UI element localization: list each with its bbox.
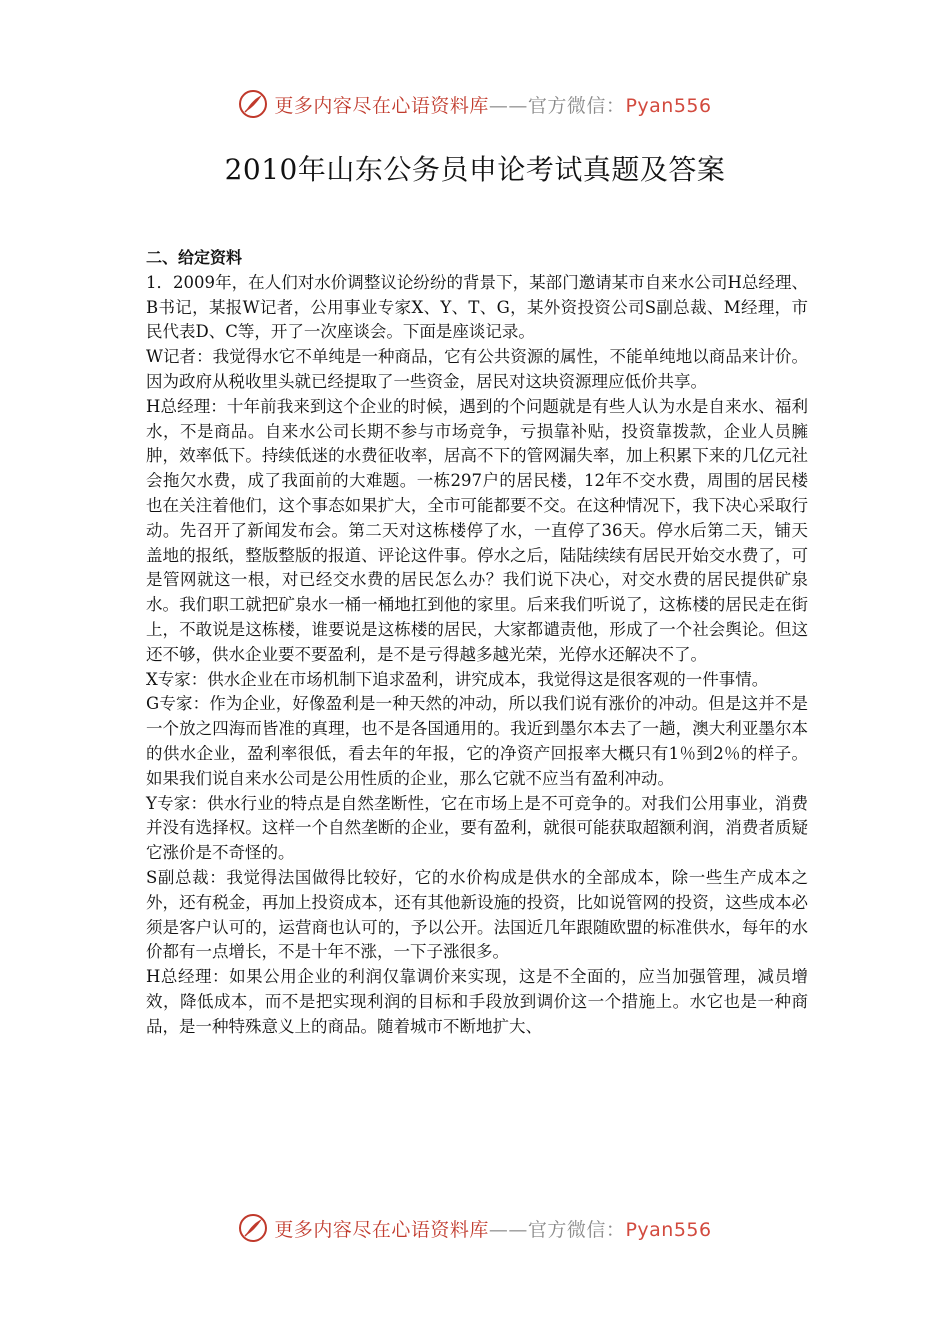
- paragraph-intro: 1．2009年，在人们对水价调整议论纷纷的背景下，某部门邀请某市自来水公司H总经理、B书记，某报W记者，公用事业专家X、Y、T、G，某外资投资公司S副总裁、M经理，市民代表D、C等，开了一次座谈会。下面是座谈记录。: [146, 272, 808, 342]
- watermark-banner-top: [0, 84, 950, 124]
- paragraph-w-reporter: W记者：我觉得水它不单纯是一种商品，它有公共资源的属性，不能单纯地以商品来计价。因为政府从税收里头就已经提取了一些资金，居民对这块资源理应低价共享。: [146, 347, 808, 391]
- document-title: 2010年山东公务员申论考试真题及答案: [224, 153, 726, 186]
- watermark-text: 更多内容尽在心语资料库——官方微信：Pyan556: [274, 94, 712, 117]
- section-heading: 二、给定资料: [146, 248, 243, 267]
- watermark-banner-bottom: [0, 1208, 950, 1248]
- quill-logo-icon: [238, 89, 268, 119]
- paragraph-h-manager-2: H总经理：如果公用企业的利润仅靠调价来实现，这是不全面的，应当加强管理，减员增效，降低成本，而不是把实现利润的目标和手段放到调价这一个措施上。水它也是一种商品，是一种特殊意义上的商品。随着城市不断地扩大、: [146, 967, 808, 1036]
- quill-logo-icon: [238, 1213, 268, 1243]
- paragraph-x-expert: X专家：供水企业在市场机制下追求盈利，讲究成本，我觉得这是很客观的一件事情。: [146, 669, 769, 689]
- watermark-text: 更多内容尽在心语资料库——官方微信：Pyan556: [274, 1218, 712, 1241]
- document-body: [146, 246, 808, 1040]
- paragraph-h-manager: H总经理：十年前我来到这个企业的时候，遇到的个问题就是有些人认为水是自来水、福利水，不是商品。自来水公司长期不参与市场竞争，亏损靠补贴，投资靠拨款，企业人员臃肿，效率低下。持续低迷的水费征收率，居高不下的管网漏失率，加上积累下来的几亿元社会拖欠水费，成了我面前的大难题。一栋297户的居民楼，12年不交水费，周围的居民楼也在关注着他们，这个事态如果扩大，全市可能都要不交。在这种情况下，我下决心采取行动。先召开了新闻发布会。第二天对这栋楼停了水，一直停了36天。停水后第二天，铺天盖地的报纸，整版整版的报道、评论这件事。停水之后，陆陆续续有居民开始交水费了，可是管网就这一根，对已经交水费的居民怎么办？我们说下决心，对交水费的居民提供矿泉水。我们职工就把矿泉水一桶一桶地扛到他的家里。后来我们听说了，这栋楼的居民走在街上，不敢说是这栋楼，谁要说是这栋楼的居民，大家都谴责他，形成了一个社会舆论。但这还不够，供水企业要不要盈利，是不是亏得越多越光荣，光停水还解决不了。: [146, 396, 808, 664]
- paragraph-g-expert: G专家：作为企业，好像盈利是一种天然的冲动，所以我们说有涨价的冲动。但是这并不是一个放之四海而皆准的真理，也不是各国通用的。我近到墨尔本去了一趟，澳大利亚墨尔本的供水企业，盈利率很低，看去年的年报，它的净资产回报率大概只有1％到2％的样子。如果我们说自来水公司是公用性质的企业，那么它就不应当有盈利冲动。: [146, 694, 808, 788]
- paragraph-y-expert: Y专家：供水行业的特点是自然垄断性，它在市场上是不可竞争的。对我们公用事业，消费并没有选择权。这样一个自然垄断的企业，要有盈利，就很可能获取超额利润，消费者质疑它涨价是不奇怪的。: [146, 793, 808, 863]
- paragraph-s-vp: S副总裁：我觉得法国做得比较好，它的水价构成是供水的全部成本，除一些生产成本之外，还有税金，再加上投资成本，还有其他新设施的投资，比如说管网的投资，这些成本必须是客户认可的，运营商也认可的，予以公开。法国近几年跟随欧盟的标准供水，每年的水价都有一点增长，不是十年不涨，一下子涨很多。: [146, 867, 808, 962]
